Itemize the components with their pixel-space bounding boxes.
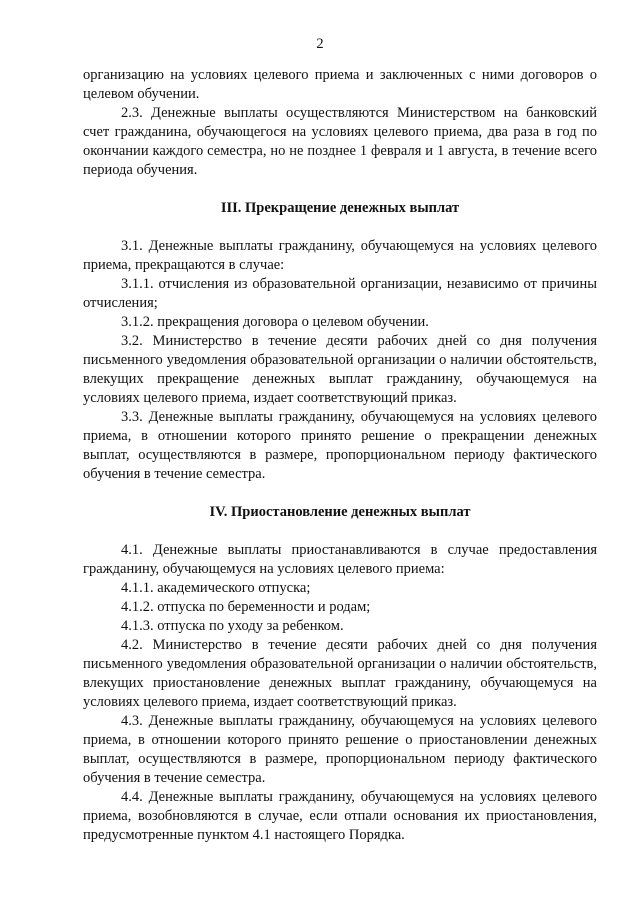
- paragraph-3-2: 3.2. Министерство в течение десяти рабочих дней со дня получения письменного уведомления образовательной организации о наличии обстоятельств, влекущих прекращение денежных выплат гражданину, обучающемуся на условиях целевого приема, издает соответствующий приказ.: [83, 333, 597, 406]
- paragraph-3-1-2: 3.1.2. прекращения договора о целевом обучении.: [121, 314, 429, 330]
- paragraph-4-1-2: 4.1.2. отпуска по беременности и родам;: [121, 599, 371, 615]
- paragraph-continuation: организацию на условиях целевого приема и заключенных с ними договоров о целевом обучении.: [83, 67, 597, 102]
- paragraph-2-3: 2.3. Денежные выплаты осуществляются Министерством на банковский счет гражданина, обучающегося на условиях целевого приема, два раза в год по окончании каждого семестра, но не позднее 1 февраля и 1 августа, в течение всего периода обучения.: [83, 105, 597, 178]
- section-heading-3: III. Прекращение денежных выплат: [220, 200, 460, 216]
- paragraph-4-4: 4.4. Денежные выплаты гражданину, обучающемуся на условиях целевого приема, возобновляются в случае, если отпали основания их приостановления, предусмотренные пунктом 4.1 настоящего Порядка.: [83, 789, 597, 843]
- paragraph-3-1: 3.1. Денежные выплаты гражданину, обучающемуся на условиях целевого приема, прекращаются в случае:: [83, 238, 597, 273]
- paragraph-4-2: 4.2. Министерство в течение десяти рабочих дней со дня получения письменного уведомления образовательной организации о наличии обстоятельств, влекущих приостановление денежных выплат гражданину, обучающемуся на условиях целевого приема, издает соответствующий приказ.: [83, 637, 597, 710]
- paragraph-4-1-3: 4.1.3. отпуска по уходу за ребенком.: [121, 618, 344, 634]
- paragraph-4-1: 4.1. Денежные выплаты приостанавливаются в случае предоставления гражданину, обучающемуся на условиях целевого приема:: [83, 542, 597, 577]
- paragraph-3-3: 3.3. Денежные выплаты гражданину, обучающемуся на условиях целевого приема, в отношении которого принято решение о прекращении денежных выплат, осуществляются в размере, пропорциональном периоду фактического обучения в течение семестра.: [83, 409, 597, 482]
- paragraph-4-3: 4.3. Денежные выплаты гражданину, обучающемуся на условиях целевого приема, в отношении которого принято решение о приостановлении денежных выплат, осуществляются в размере, пропорциональном периоду фактического обучения в течение семестра.: [83, 713, 597, 786]
- section-heading-4: IV. Приостановление денежных выплат: [209, 504, 471, 520]
- document-body: [83, 66, 597, 845]
- paragraph-3-1-1: 3.1.1. отчисления из образовательной организации, независимо от причины отчисления;: [83, 276, 597, 311]
- page-number: 2: [316, 36, 324, 52]
- paragraph-4-1-1: 4.1.1. академического отпуска;: [121, 580, 311, 596]
